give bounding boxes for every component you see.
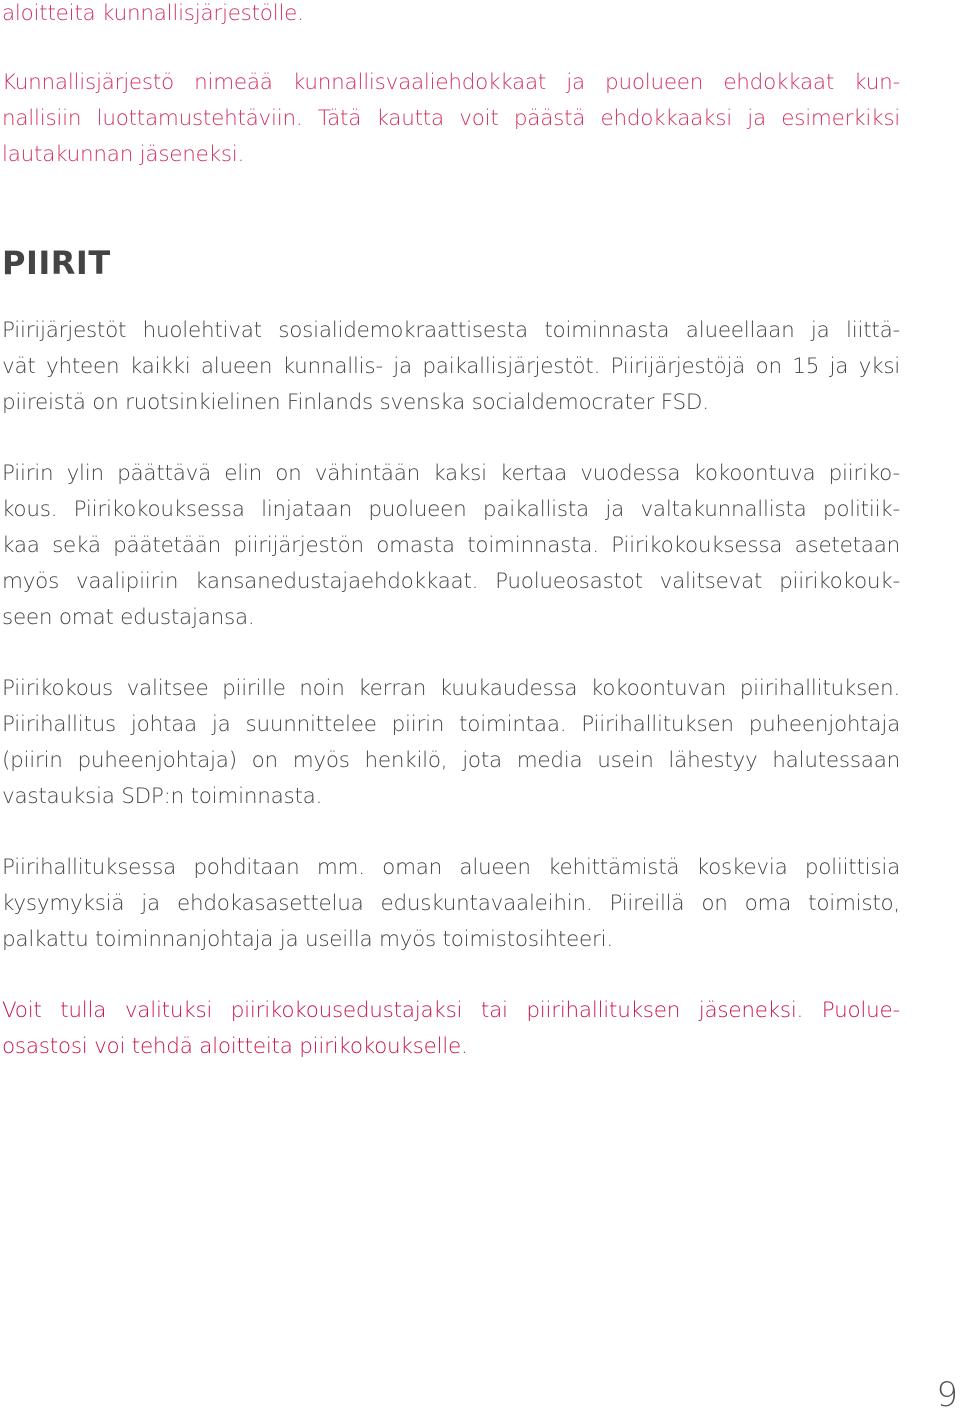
paragraph-line: osastosi voi tehdä aloitteita piirikokoukselle. bbox=[2, 1034, 468, 1059]
paragraph-line: Piirikokous valitsee piirille noin kerran kuukaudessa kokoontuvan piirihallituksen. bbox=[2, 676, 900, 701]
paragraph-line: lautakunnan jäseneksi. bbox=[2, 142, 245, 167]
paragraph-line: Piirihallituksessa pohditaan mm. oman alueen kehittämistä koskevia poliittisia bbox=[2, 855, 900, 880]
paragraph-line: Voit tulla valituksi piirikokousedustajaksi tai piirihallituksen jäseneksi. Puolue- bbox=[2, 998, 900, 1023]
page-number: 9 bbox=[936, 1375, 958, 1415]
document-page bbox=[2, 0, 900, 1065]
paragraph-line: kous. Piirikokouksessa linjataan puolueen paikallista ja valtakunnallista politiik- bbox=[2, 497, 900, 522]
intro-paragraph bbox=[2, 0, 900, 32]
paragraph-line: myös vaalipiirin kansanedustajaehdokkaat. Puolueosastot valitsevat piirikokouk- bbox=[2, 569, 900, 594]
paragraph-line: Piirijärjestöt huolehtivat sosialidemokraattisesta toiminnasta alueellaan ja liittä- bbox=[2, 318, 900, 343]
paragraph-line: Kunnallisjärjestö nimeää kunnallisvaaliehdokkaat ja puolueen ehdokkaat kun- bbox=[2, 70, 900, 95]
piirit-paragraph-2 bbox=[2, 456, 900, 636]
paragraph-line: (piirin puheenjohtaja) on myös henkilö, jota media usein lähestyy halutessaan bbox=[2, 748, 900, 773]
piirit-paragraph-4 bbox=[2, 850, 900, 958]
piirit-paragraph-3 bbox=[2, 671, 900, 815]
piirit-paragraph-1 bbox=[2, 313, 900, 421]
piirit-paragraph-5 bbox=[2, 993, 900, 1065]
paragraph-line: nallisiin luottamustehtäviin. Tätä kautta voit päästä ehdokkaaksi ja esimerkiksi bbox=[2, 106, 900, 131]
section-heading: PIIRIT bbox=[2, 244, 111, 282]
paragraph-line: kaa sekä päätetään piirijärjestön omasta toiminnasta. Piirikokouksessa asetetaan bbox=[2, 533, 900, 558]
paragraph-line: Piirin ylin päättävä elin on vähintään kaksi kertaa vuodessa kokoontuva piiriko- bbox=[2, 461, 900, 486]
paragraph-line: seen omat edustajansa. bbox=[2, 605, 255, 630]
paragraph-line: kysymyksiä ja ehdokasasettelua eduskuntavaaleihin. Piireillä on oma toimisto, bbox=[2, 891, 900, 916]
paragraph-line: piireistä on ruotsinkielinen Finlands svenska socialdemocrater FSD. bbox=[2, 390, 709, 415]
paragraph-line: Piirihallitus johtaa ja suunnittelee piirin toimintaa. Piirihallituksen puheenjohtaja bbox=[2, 712, 900, 737]
intro-line: aloitteita kunnallisjärjestölle. bbox=[2, 1, 304, 26]
paragraph-line: vastauksia SDP:n toiminnasta. bbox=[2, 784, 323, 809]
paragraph-line: palkattu toiminnanjohtaja ja useilla myös toimistosihteeri. bbox=[2, 927, 613, 952]
kunnallisjarjesto-paragraph bbox=[2, 65, 900, 173]
paragraph-line: vät yhteen kaikki alueen kunnallis- ja paikallisjärjestöt. Piirijärjestöjä on 15 ja yksi bbox=[2, 354, 900, 379]
